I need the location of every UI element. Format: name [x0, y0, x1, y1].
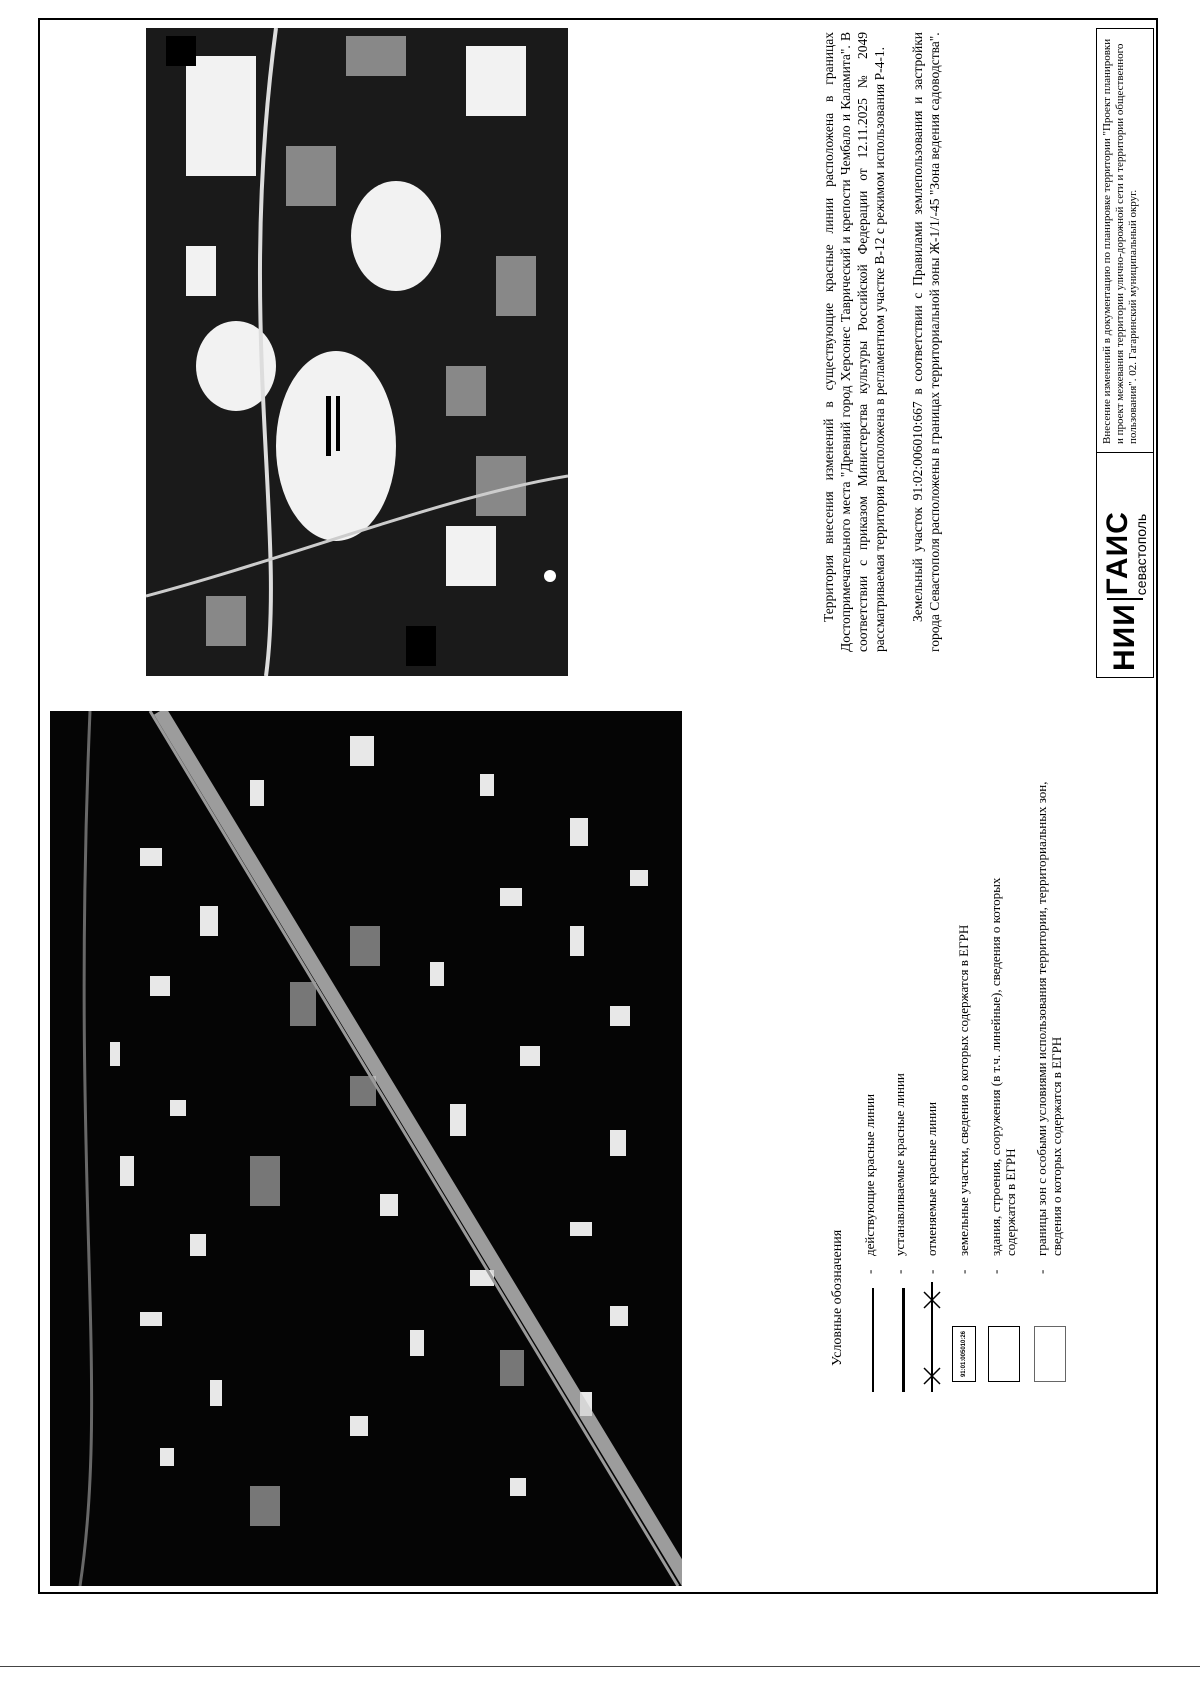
niigais-logo — [1097, 452, 1153, 677]
legend-label-new: устанавливаемые красные линии — [892, 1073, 907, 1256]
logo-separator — [1107, 598, 1143, 600]
description-paragraph-1 — [820, 32, 888, 652]
legend-label-parcel: земельные участки, сведения о которых содержатся в ЕГРН — [956, 924, 971, 1256]
page-bottom-rule — [0, 1666, 1200, 1667]
description-text-2: Земельный участок 91:02:006010:667 в соответствии с Правилами землепользования и застройки города Севастополя расположены в границах территориальной зоны Ж-1/1/-45 "Зона ведения садоводства". — [910, 32, 942, 652]
logo-right-block — [1100, 511, 1149, 596]
legend-label-cancelled: отменяемые красные линии — [924, 1101, 939, 1256]
legend-dash: - — [924, 1269, 939, 1274]
legend-title: Условные обозначения — [830, 1229, 845, 1366]
description-text-1: Территория внесения изменений в существующие красные линии расположена в границах Достопримечательного места "Древний город Херсонес Таврический и крепости Чембало и Каламита". В соответствии с приказом Министерства культуры Российской Федерации от 12.11.2025 № 2049 рассматриваемая территория расположена в регламентном участке В-12 с режимом использования Р-4-1. — [821, 32, 887, 652]
legend-symbol-parcel: 91:01:005010:26 — [952, 1326, 976, 1382]
legend-label-existing: действующие красные линии — [862, 1093, 877, 1256]
legend-label-zone-boundary: границы зон с особыми условиями использования территории, территориальных зон, сведения о которых содержатся в ЕГРН — [1034, 781, 1064, 1256]
legend-dash: - — [956, 1269, 971, 1274]
title-block-description: Внесение изменений в документацию по планировке территории "Проект планировки и проект межевания территории улично-дорожной сети и территории общественного пользования". 02. Гагаринский муниципальный округ. — [1101, 38, 1139, 444]
legend-label-building: здания, строения, сооружения (в т.ч. линейные), сведения о которых содержатся в ЕГРН — [988, 877, 1018, 1256]
legend-dash: - — [892, 1269, 907, 1274]
legend-dash: - — [862, 1269, 877, 1274]
logo-nii-text: НИИ — [1108, 603, 1141, 671]
description-paragraph-2 — [909, 32, 943, 652]
legend-dash: - — [988, 1269, 1003, 1274]
legend-symbol-cancelled-line — [920, 1282, 944, 1392]
legend-symbol-building — [988, 1326, 1020, 1382]
aerial-photo-overview — [146, 28, 568, 676]
legend-dash: - — [1034, 1269, 1049, 1274]
legend-symbol-existing-line — [872, 1288, 874, 1392]
logo-gais-text: ГАИС — [1100, 511, 1134, 596]
title-block — [1096, 28, 1154, 678]
legend-symbol-zone-boundary — [1034, 1326, 1066, 1382]
logo-city-text: севастополь — [1132, 513, 1149, 596]
rotated-sheet — [40, 20, 1156, 1592]
legend-symbol-new-line — [902, 1288, 905, 1392]
aerial-photo-detail — [50, 711, 682, 1586]
